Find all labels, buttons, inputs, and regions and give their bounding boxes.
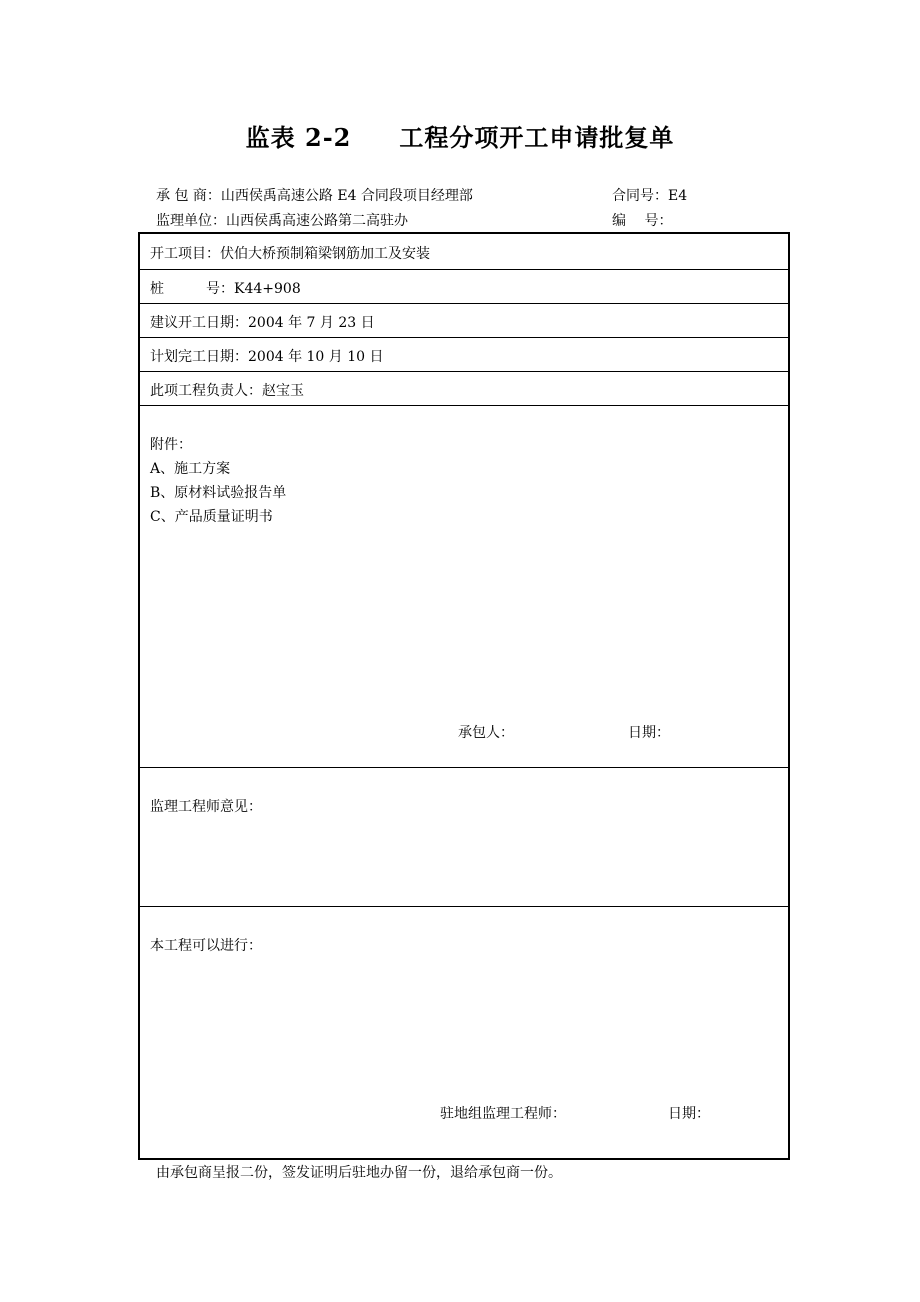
approval-form — [138, 232, 790, 1160]
project-row — [140, 234, 788, 270]
footer-note: 由承包商呈报二份，签发证明后驻地办留一份，退给承包商一份。 — [156, 1165, 562, 1181]
supervisor-label: 监理单位： — [156, 213, 226, 229]
attachment-item: C、产品质量证明书 — [150, 509, 273, 525]
contractor-value: 山西侯禹高速公路 E4 合同段项目经理部 — [220, 188, 473, 204]
form-name: 工程分项开工申请批复单 — [399, 123, 675, 152]
attachments-section — [140, 406, 788, 768]
project-value: 伏伯大桥预制箱梁钢筋加工及安装 — [220, 246, 430, 262]
contract-no-line — [612, 186, 687, 206]
contractor-label: 承 包 商： — [156, 188, 221, 204]
site-date-label: 日期： — [668, 1106, 710, 1122]
contractor-line — [156, 186, 473, 206]
station-label-2: 号： — [206, 281, 234, 297]
station-value: K44+908 — [234, 281, 301, 297]
project-label: 开工项目： — [150, 246, 220, 262]
attachments-label: 附件： — [150, 437, 192, 453]
serial-label: 编 号： — [612, 213, 673, 229]
finish-date-row — [140, 338, 788, 372]
start-date-row — [140, 304, 788, 338]
manager-row — [140, 372, 788, 406]
engineer-opinion-label: 监理工程师意见： — [150, 799, 262, 815]
contractor-date-label: 日期： — [628, 725, 670, 741]
supervisor-value: 山西侯禹高速公路第二高驻办 — [226, 213, 408, 229]
manager-label: 此项工程负责人： — [150, 383, 262, 399]
site-engineer-label: 驻地组监理工程师： — [440, 1106, 566, 1122]
serial-line — [612, 211, 672, 231]
contract-no-label: 合同号： — [612, 188, 668, 204]
supervisor-line — [156, 211, 408, 231]
manager-value: 赵宝玉 — [262, 383, 304, 399]
attachment-item: A、施工方案 — [150, 461, 231, 477]
attachment-item: B、原材料试验报告单 — [150, 485, 287, 501]
page-title — [0, 118, 920, 153]
contract-no-value: E4 — [668, 188, 688, 204]
station-row — [140, 270, 788, 304]
start-date-label: 建议开工日期： — [150, 315, 248, 331]
approval-section — [140, 907, 788, 1158]
station-label: 桩 — [150, 281, 164, 297]
engineer-opinion-section — [140, 768, 788, 907]
approval-label: 本工程可以进行： — [150, 938, 262, 954]
start-date-value: 2004 年 7 月 23 日 — [248, 315, 375, 331]
form-code: 监表 2-2 — [245, 123, 352, 152]
contractor-sign-label: 承包人： — [458, 725, 514, 741]
finish-date-label: 计划完工日期： — [150, 349, 248, 365]
finish-date-value: 2004 年 10 月 10 日 — [248, 349, 384, 365]
